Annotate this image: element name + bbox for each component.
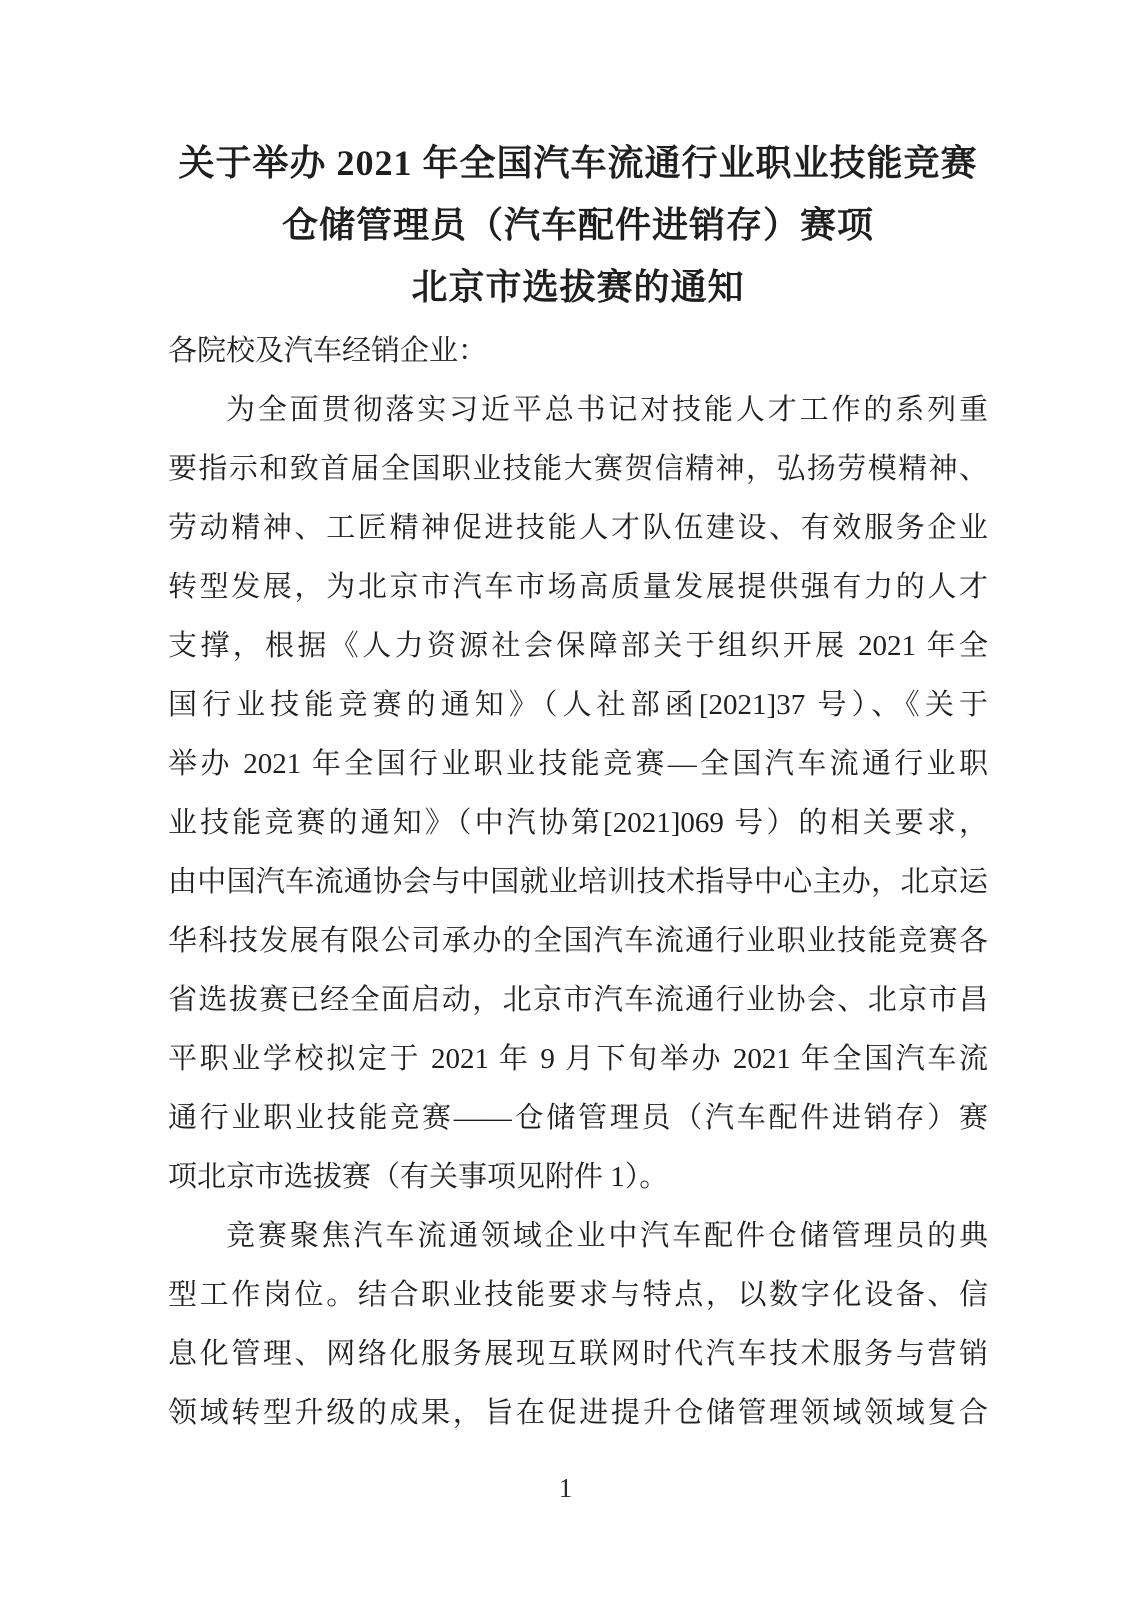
body-line: 竞赛聚焦汽车流通领域企业中汽车配件仓储管理员的典	[226, 1220, 988, 1252]
document-title	[168, 132, 988, 318]
body-line: 要指示和致首届全国职业技能大赛贺信精神，弘扬劳模精神、	[168, 453, 988, 485]
document-body	[168, 322, 988, 1443]
body-line: 由中国汽车流通协会与中国就业培训技术指导中心主办，北京运	[168, 866, 988, 898]
body-line: 型工作岗位。结合职业技能要求与特点，以数字化设备、信	[168, 1279, 988, 1311]
body-line: 省选拔赛已经全面启动，北京市汽车流通行业协会、北京市昌	[168, 984, 988, 1016]
body-line: 为全面贯彻落实习近平总书记对技能人才工作的系列重	[226, 394, 988, 426]
body-line: 支撑，根据《人力资源社会保障部关于组织开展 2021 年全	[168, 630, 988, 662]
body-line: 劳动精神、工匠精神促进技能人才队伍建设、有效服务企业	[168, 512, 988, 544]
body-line: 平职业学校拟定于 2021 年 9 月下旬举办 2021 年全国汽车流	[168, 1043, 988, 1075]
body-line: 转型发展，为北京市汽车市场高质量发展提供强有力的人才	[168, 571, 988, 603]
title-line: 关于举办 2021 年全国汽车流通行业职业技能竞赛	[178, 143, 978, 183]
body-line: 业技能竞赛的通知》（中汽协第[2021]069 号）的相关要求，	[168, 807, 988, 839]
body-line: 息化管理、网络化服务展现互联网时代汽车技术服务与营销	[168, 1338, 988, 1370]
body-line: 项北京市选拔赛（有关事项见附件 1）。	[168, 1161, 669, 1193]
body-line: 举办 2021 年全国行业职业技能竞赛—全国汽车流通行业职	[168, 748, 988, 780]
title-line: 北京市选拔赛的通知	[411, 267, 745, 307]
body-line: 华科技发展有限公司承办的全国汽车流通行业职业技能竞赛各	[168, 925, 988, 957]
body-line: 国行业技能竞赛的通知》（人社部函[2021]37 号）、《关于	[168, 689, 988, 721]
body-line: 通行业职业技能竞赛——仓储管理员（汽车配件进销存）赛	[168, 1102, 988, 1134]
title-line: 仓储管理员（汽车配件进销存）赛项	[281, 205, 874, 245]
body-line: 领域转型升级的成果，旨在促进提升仓储管理领域领域复合	[168, 1397, 988, 1429]
salutation: 各院校及汽车经销企业：	[168, 335, 488, 367]
page-number: 1	[558, 1473, 573, 1503]
